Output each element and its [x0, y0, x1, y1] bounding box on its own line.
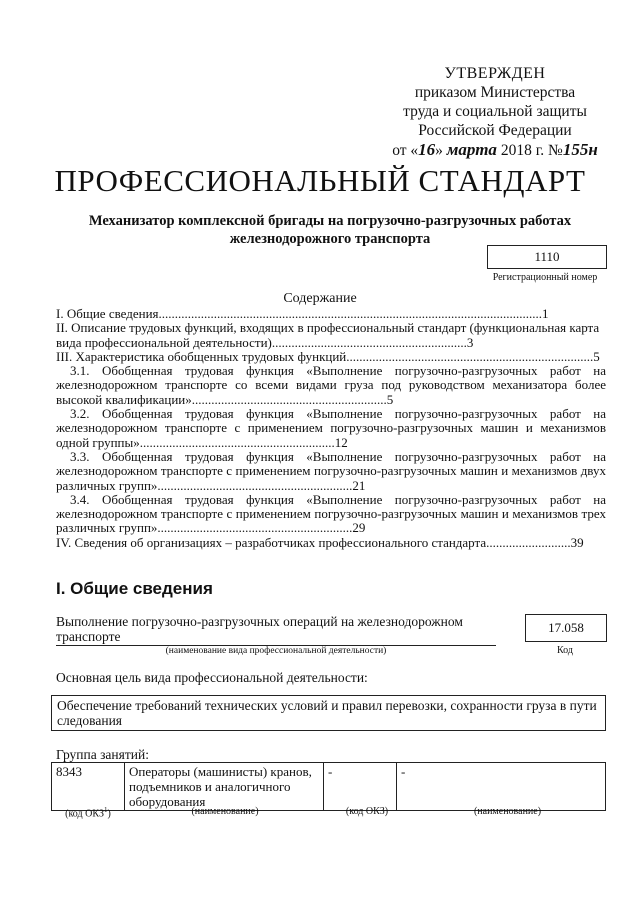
approval-date	[380, 140, 610, 160]
table-of-contents	[56, 307, 606, 550]
date-year: 2018 г. №	[500, 142, 563, 159]
code-caption: Код	[557, 645, 573, 656]
toc-page-number: 5	[593, 348, 600, 364]
toc-leader-dots: ............................................................	[157, 520, 353, 536]
toc-page-number: 29	[352, 520, 366, 536]
okz-name-cell: -	[397, 763, 606, 811]
table-row	[52, 763, 606, 811]
approval-block	[380, 64, 610, 160]
toc-entry-text: I. Общие сведения	[56, 306, 159, 321]
toc-leader-dots: ............................................................	[157, 477, 353, 493]
handwritten-month: марта	[446, 140, 497, 159]
caption-okz-code	[51, 806, 125, 819]
toc-page-number: 5	[386, 391, 394, 407]
toc-page-number: 39	[570, 534, 584, 550]
toc-leader-dots: ............................................................	[271, 334, 467, 350]
activity-code-box: 17.058	[525, 614, 607, 642]
toc-page-number: 21	[352, 477, 366, 493]
toc-entry-text: IV. Сведения об организациях – разработчиках профессионального стандарта	[56, 534, 487, 550]
caption-okz-code-2: (код ОКЗ)	[345, 806, 389, 817]
toc-entry[interactable]	[56, 307, 606, 321]
caption-name-2: (наименование)	[473, 806, 542, 817]
toc-entry-text: 3.4. Обобщенная трудовая функция «Выполнение погрузочно-разгрузочных работ на железнодорожном транспорте с применением погрузочно-разгрузочных машин и механизмов трех различных групп»	[56, 491, 606, 536]
page-title: ПРОФЕССИОНАЛЬНЫЙ СТАНДАРТ	[54, 163, 586, 198]
handwritten-day: 16	[418, 140, 436, 159]
toc-page-number: 1	[542, 306, 549, 321]
occupation-group-table	[51, 762, 606, 811]
toc-entry[interactable]	[56, 407, 606, 450]
registration-label: Регистрационный номер	[492, 272, 598, 283]
toc-page-number: 12	[334, 434, 348, 450]
toc-leader-dots: ......................................................................................................................	[158, 306, 543, 321]
toc-leader-dots: ............................................................................	[346, 348, 594, 364]
activity-caption: (наименование вида профессиональной деятельности)	[165, 646, 387, 656]
approval-line: Российской Федерации	[418, 122, 572, 139]
toc-entry-text: III. Характеристика обобщенных трудовых функций	[56, 348, 347, 364]
toc-leader-dots: ..........................	[486, 534, 571, 550]
caption-name: (наименование)	[191, 806, 259, 817]
toc-entry[interactable]	[56, 364, 606, 407]
group-label: Группа занятий:	[56, 747, 149, 762]
goal-label: Основная цель вида профессиональной деятельности:	[56, 670, 368, 685]
caption-text: (код ОКЗ	[65, 808, 105, 820]
okz-code-cell: -	[324, 763, 397, 811]
okz-code-cell: 8343	[52, 763, 125, 811]
toc-entry-text: II. Описание трудовых функций, входящих в профессиональный стандарт (функциональная карта вида профессиональной деятельности)	[56, 320, 600, 350]
approval-line: УТВЕРЖДЕН	[444, 65, 546, 82]
toc-entry[interactable]	[56, 536, 606, 550]
toc-entry-text: 3.1. Обобщенная трудовая функция «Выполнение погрузочно-разгрузочных работ на железнодорожном транспорте со всеми видами груза под руководством механизатора более высокой квалификации»	[56, 363, 606, 407]
approval-line: труда и социальной защиты	[403, 103, 587, 120]
toc-entry[interactable]	[56, 321, 606, 350]
section-heading: I. Общие сведения	[56, 579, 213, 598]
toc-heading: Содержание	[283, 291, 357, 306]
footnote-mark: 1	[104, 806, 108, 814]
goal-box: Обеспечение требований технических условий и правил перевозки, сохранности груза в пути следования	[51, 695, 606, 731]
toc-leader-dots: ............................................................	[139, 434, 335, 450]
caption-text: )	[107, 808, 111, 820]
registration-number-box: 1110	[487, 245, 607, 269]
standard-name: Механизатор комплексной бригады на погрузочно-разгрузочных работах железнодорожного транспорта	[88, 213, 572, 247]
toc-entry-text: 3.2. Обобщенная трудовая функция «Выполнение погрузочно-разгрузочных работ на железнодорожном транспорте с применением погрузочно-разгрузочных машин и механизмов одной группы»	[56, 406, 606, 450]
toc-leader-dots: ............................................................	[191, 391, 387, 407]
toc-entry[interactable]	[56, 493, 606, 536]
date-prefix: от «	[392, 142, 419, 159]
activity-name: Выполнение погрузочно-разгрузочных операций на железнодорожном транспорте	[56, 614, 463, 644]
handwritten-number: 155н	[562, 140, 598, 159]
approval-line: приказом Министерства	[414, 84, 576, 101]
toc-entry-text: 3.3. Обобщенная трудовая функция «Выполнение погрузочно-разгрузочных работ на железнодорожном транспорте с применением погрузочно-разгрузочных машин и механизмов двух различных групп»	[56, 448, 606, 493]
toc-entry[interactable]	[56, 350, 606, 364]
okz-name-cell: Операторы (машинисты) кранов, подъемников и аналогичного оборудования	[125, 763, 324, 811]
toc-entry[interactable]	[56, 450, 606, 493]
date-mid: »	[435, 142, 443, 159]
toc-page-number: 3	[466, 334, 474, 350]
